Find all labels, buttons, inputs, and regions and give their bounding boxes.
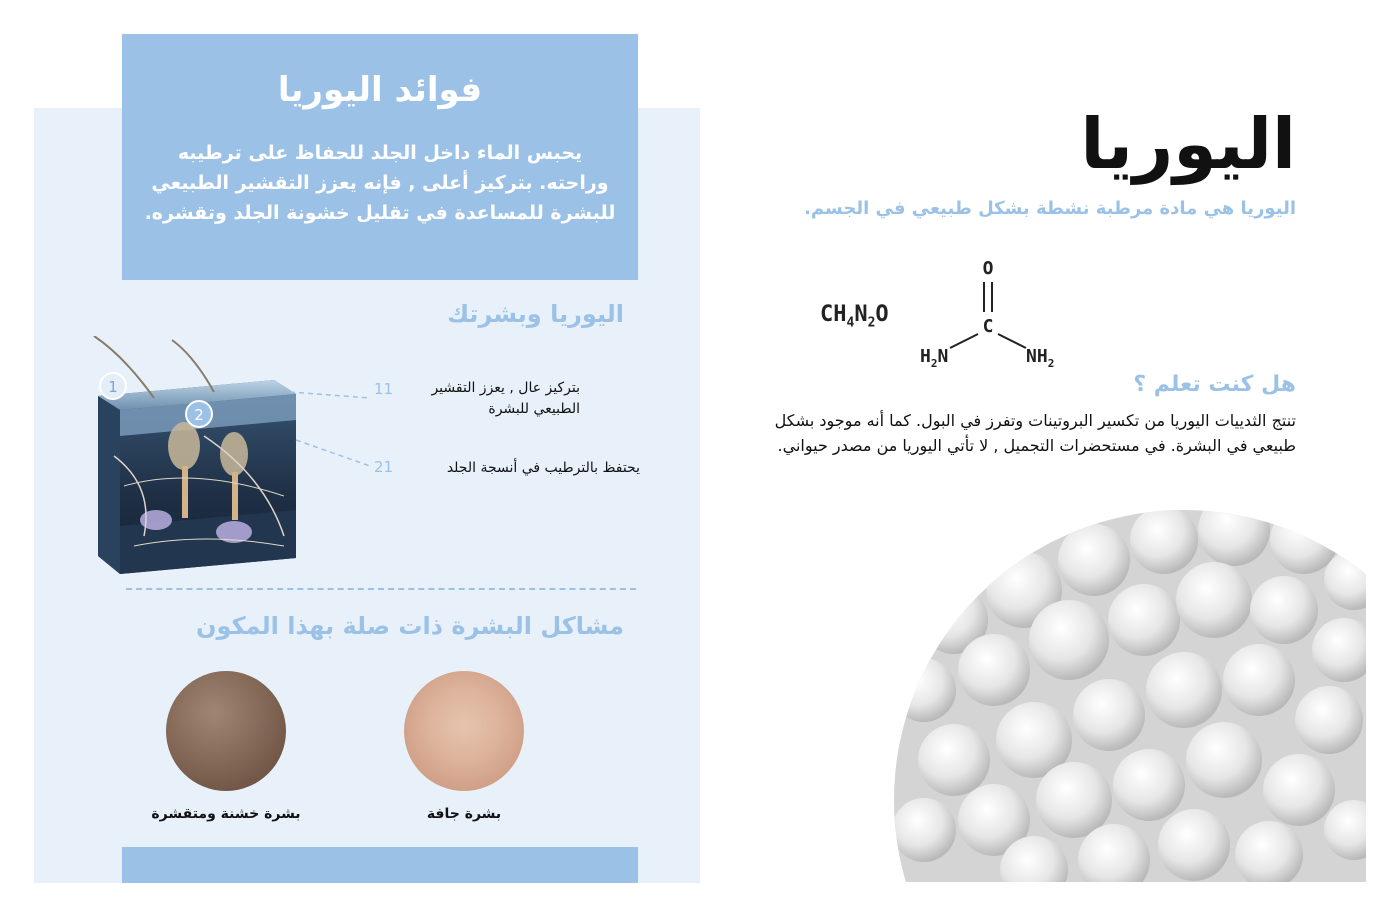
rough-skin-image [166, 671, 286, 791]
benefits-box [122, 34, 638, 280]
marker-1: 1 [108, 378, 118, 396]
rough-skin-label: بشرة خشنة ومتقشرة [151, 806, 301, 822]
atom-c: C [982, 316, 994, 337]
benefits-title: فوائد اليوريا [277, 70, 483, 110]
skin-cross-section-image [84, 336, 304, 582]
marker-2: 2 [194, 406, 204, 424]
dry-skin-image [404, 671, 524, 791]
note-1-text: بتركيز عال , يعزز التقشير الطبيعي للبشرة [431, 380, 580, 417]
note-1-number: 11 [374, 380, 394, 398]
page-title: اليوريا [1080, 103, 1296, 185]
molecular-formula: $CH_4N_2O$ [820, 302, 889, 331]
problems-heading: مشاكل البشرة ذات صلة بهذا المكون [196, 612, 624, 640]
urea-granules-image [894, 500, 1366, 882]
benefits-text: يحبس الماء داخل الجلد للحفاظ على ترطيبه وراحته. بتركيز أعلى , فإنه يعزز التقشير الطبيعي للبشرة للمساعدة في تقليل خشونة الجلد وتقشره. [144, 142, 616, 224]
atom-nh2: $NH_2$ [1026, 346, 1055, 370]
dry-skin-label: بشرة جافة [426, 806, 502, 822]
note-2-number: 21 [374, 458, 394, 476]
urea-structure-diagram [910, 250, 1070, 380]
atom-h2n: $H_2N$ [920, 346, 949, 370]
atom-o: O [982, 258, 994, 279]
skin-section-heading: اليوريا وبشرتك [447, 300, 624, 328]
did-you-know-heading: هل كنت تعلم ؟ [1133, 372, 1296, 397]
section-divider [126, 588, 636, 590]
bottom-bar [122, 847, 638, 883]
leader-lines [290, 380, 380, 480]
note-2-text: يحتفظ بالترطيب في أنسجة الجلد [446, 460, 640, 476]
page-subtitle: اليوريا هي مادة مرطبة نشطة بشكل طبيعي في الجسم. [804, 198, 1296, 219]
did-you-know-text: تنتج الثدييات اليوريا من تكسير البروتينات وتفرز في البول. كما أنه موجود بشكل طبيعي في البشرة. في مستحضرات التجميل , لا تأتي اليوريا من مصدر حيواني. [774, 411, 1296, 455]
